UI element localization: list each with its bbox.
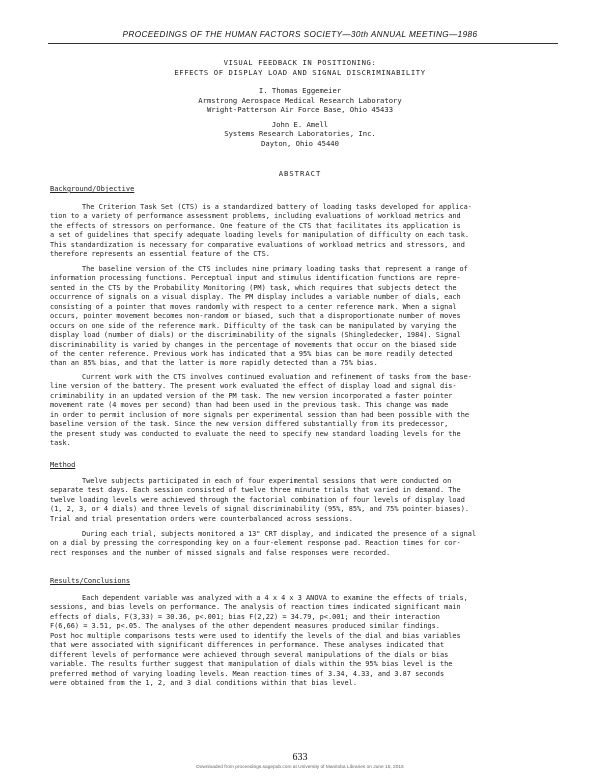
paper-title-line-1: VISUAL FEEDBACK IN POSITIONING:	[223, 58, 377, 67]
text-line: occurs on one side of the reference mark. Difficulty of the task can be manipulated by varying the	[50, 321, 457, 330]
text-line: the effects of stressors on performance. One feature of the CTS that facilitates its application is	[50, 221, 461, 230]
author-1-name: I. Thomas Eggemeier	[258, 86, 342, 95]
text-line: a set of guidelines that specify adequate loading levels for manipulation of difficulty on each task.	[50, 231, 469, 240]
section-heading-results: Results/Conclusions	[50, 577, 131, 585]
text-line: display load (number of dials) or the discriminability of the signals (Shingledecker, 1984). Signal	[50, 331, 461, 340]
author-2-affiliation: Systems Research Laboratories, Inc.	[224, 129, 376, 139]
running-head: PROCEEDINGS OF THE HUMAN FACTORS SOCIETY—30th ANNUAL MEETING—1986	[122, 30, 478, 39]
text-line: the present study was conducted to evaluate the need to specify new standard loading levels for the	[50, 429, 461, 438]
text-line: Current work with the CTS involves continued evaluation and refinement of tasks from the base-	[82, 373, 472, 381]
author-2-name: John E. Amell	[271, 119, 329, 129]
text-line: of the center reference. Previous work has indicated that a 95% bias can be more readily detected	[50, 349, 453, 358]
author-block	[0, 86, 600, 149]
paragraph-subjects	[50, 477, 560, 524]
text-line: F(6,66) = 3.51, p<.05. The analyses of the other dependent measures produced similar findings.	[50, 622, 440, 631]
text-line: During each trial, subjects monitored a 13" CRT display, and indicated the presence of a signal	[82, 530, 477, 538]
text-line: occurrence of signals on a visual display. The PM display includes a variable number of dials, each	[50, 293, 461, 302]
text-line: task.	[50, 439, 71, 448]
text-line: that were associated with significant differences in performance. These analyses indicated that	[50, 641, 445, 650]
text-line: Post hoc multiple comparisons tests were used to identify the levels of the dial and bias variables	[50, 631, 461, 640]
text-line: were obtained from the 1, 2, and 3 dial conditions within that bias level.	[50, 678, 357, 687]
author-2-address: Dayton, Ohio 45440	[261, 138, 339, 148]
text-line: sented in the CTS by the Probability Monitoring (PM) task, which requires that subjects detect the	[50, 283, 457, 292]
text-line: twelve loading levels were achieved through the factorial combination of four levels of display load	[50, 495, 465, 504]
text-line: separate test days. Each session consisted of twelve three minute trials that varied in demand. The	[50, 486, 461, 495]
header-rule	[48, 43, 558, 44]
paper-title-line-2: EFFECTS OF DISPLAY LOAD AND SIGNAL DISCRIMINABILITY	[174, 68, 426, 77]
text-line: Trial and trial presentation orders were counterbalanced across sessions.	[50, 514, 353, 523]
paragraph-current-work	[50, 373, 560, 449]
text-line: The Criterion Task Set (CTS) is a standardized battery of loading tasks developed for applica-	[82, 203, 472, 211]
text-line: sessions, and bias levels on performance. The analysis of reaction times indicated significant main	[50, 603, 461, 612]
text-line: This standardization is necessary for comparative evaluations of workload metrics and stressors, and	[50, 240, 465, 249]
text-line: than an 85% bias, and that the latter is more rapidly detected than a 75% bias.	[50, 359, 378, 368]
text-line: baseline version of the task. Since the new version differed substantially from its predecessor,	[50, 420, 449, 429]
text-line: movement rate (4 moves per second) than had been used in the previous task. This change was made	[50, 401, 449, 410]
text-line: effects of dials, F(3,33) = 30.36, p<.001; bias F(2,22) = 34.79, p<.001; and their interaction	[50, 612, 440, 621]
text-line: information processing functions. Perceptual input and stimulus identification functions are repre-	[50, 274, 461, 283]
text-line: criminability in an updated version of the PM task. The new version incorporated a faster pointer	[50, 391, 453, 400]
author-1-address: Wright-Patterson Air Force Base, Ohio 45433	[206, 105, 394, 115]
text-line: consisting of a pointer that moves randomly with respect to a center reference mark. When a signal	[50, 302, 457, 311]
paragraph-baseline-version	[50, 265, 560, 369]
paragraph-criterion-task-set	[50, 203, 560, 260]
text-line: The baseline version of the CTS includes nine primary loading tasks that represent a range of	[82, 265, 468, 273]
text-line: Twelve subjects participated in each of four experimental sessions that were conducted on	[82, 477, 452, 485]
paragraph-procedure	[50, 530, 560, 558]
text-line: on a dial by pressing the corresponding key on a four-element response pad. Reaction times for cor-	[50, 539, 461, 548]
text-line: Each dependent variable was analyzed with a 4 x 4 x 3 ANOVA to examine the effects of trials,	[82, 594, 468, 602]
text-line: rect responses and the number of missed signals and false responses were recorded.	[50, 548, 391, 557]
text-line: line version of the battery. The present work evaluated the effect of display load and signal dis-	[50, 382, 457, 391]
text-line: in order to permit inclusion of more signals per experimental session than had been possible with the	[50, 410, 469, 419]
text-line: different levels of performance were achieved through several manipulations of the dials or bias	[50, 650, 449, 659]
text-line: therefore represents an essential feature of the CTS.	[50, 250, 270, 259]
page-number: 633	[292, 752, 308, 763]
text-line: occurs, pointer movement becomes non-random or biased, such that a disproportionate number of moves	[50, 312, 461, 321]
abstract-label: ABSTRACT	[278, 169, 322, 178]
text-line: (1, 2, 3, or 4 dials) and three levels of signal discriminability (95%, 85%, and 75% pointer biases).	[50, 505, 469, 514]
text-line: preferred method of varying loading levels. Mean reaction times of 3.34, 4.33, and 3.87 seconds	[50, 669, 445, 678]
text-line: variable. The results further suggest that manipulation of dials within the 95% bias level is the	[50, 660, 453, 669]
download-footer: Downloaded from proceedings.sagepub.com at University of Manitoba Libraries on June 15, 2015	[196, 765, 404, 770]
text-line: tion to a variety of performance assessment problems, including evaluations of workload metrics and	[50, 212, 461, 221]
section-heading-background: Background/Objective	[50, 185, 135, 193]
section-heading-method: Method	[50, 461, 76, 469]
author-1-affiliation: Armstrong Aerospace Medical Research Laboratory	[198, 95, 402, 105]
text-line: discriminability is varied by changes in the percentage of movements that occur on the biased side	[50, 340, 457, 349]
paragraph-results	[50, 594, 560, 688]
